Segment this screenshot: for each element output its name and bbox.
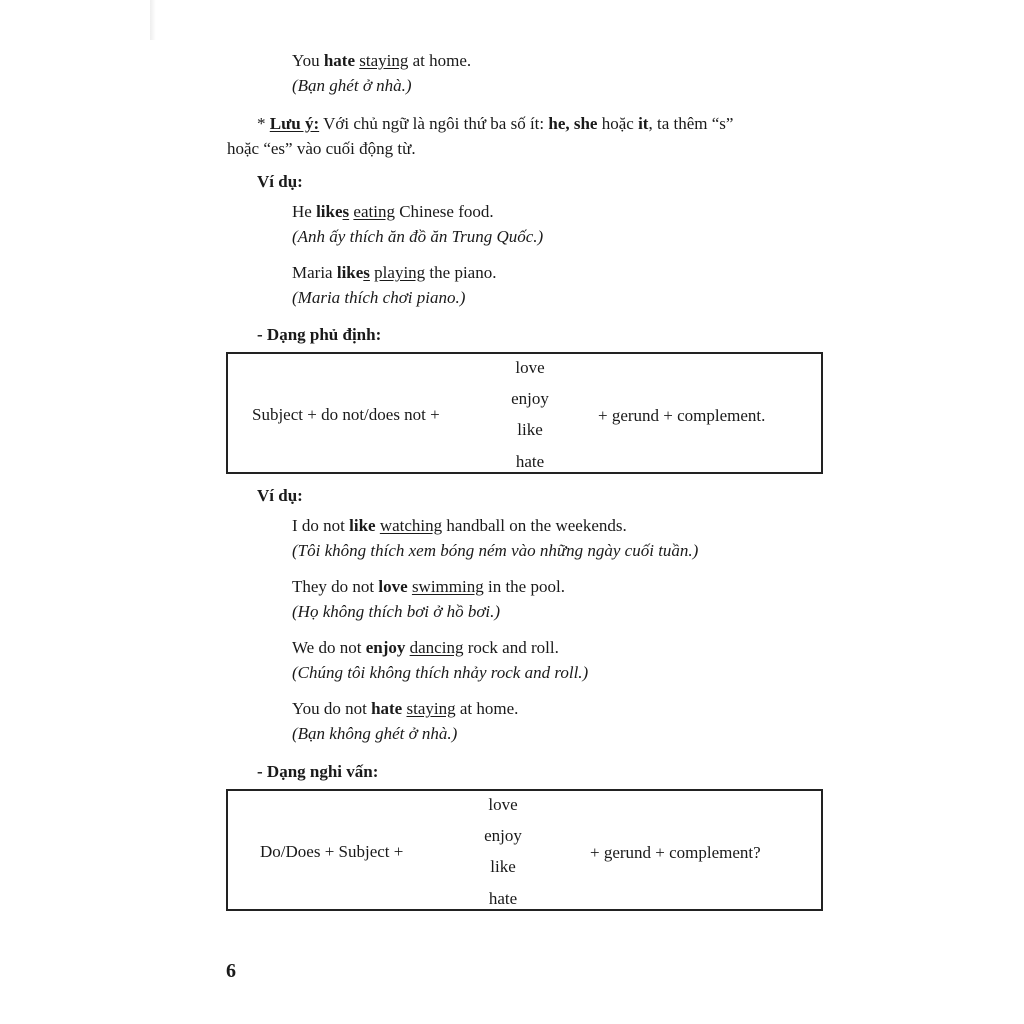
example-gerund: playing <box>374 263 426 282</box>
example-text: They do not <box>292 577 379 596</box>
example-text: handball on the weekends. <box>442 516 627 535</box>
example-gerund: watching <box>379 516 443 535</box>
note-text: , ta thêm “s” <box>648 114 734 133</box>
example-verb: love <box>378 577 408 596</box>
example-vi: (Tôi không thích xem bóng ném vào những ngày cuối tuần.) <box>292 541 699 560</box>
example-text: We do not <box>292 638 366 657</box>
example-text: at home. <box>408 51 472 70</box>
formula-verb: like <box>517 420 543 439</box>
example-text: the piano. <box>425 263 497 282</box>
example-text: rock and roll. <box>463 638 559 657</box>
formula-verb: enjoy <box>511 389 549 408</box>
example-gerund: swimming <box>411 577 484 596</box>
example-text: Maria <box>292 263 337 282</box>
formula-right: + gerund + complement. <box>598 406 766 425</box>
example-gerund: staying <box>359 51 409 70</box>
example-verb <box>337 263 370 282</box>
example-en <box>292 577 565 597</box>
verb-base: like <box>316 202 343 221</box>
example-vi: (Maria thích chơi piano.) <box>292 288 466 307</box>
note-star: * <box>257 114 270 133</box>
example-text: Chinese food. <box>394 202 494 221</box>
note-line-1 <box>257 114 733 134</box>
formula-verb: love <box>515 358 545 377</box>
example-en <box>292 202 494 222</box>
negative-heading: - Dạng phủ định: <box>257 325 382 344</box>
example-text: You <box>292 51 324 70</box>
verb-base: like <box>336 263 364 282</box>
example-en <box>292 699 518 719</box>
note-line-2: hoặc “es” vào cuối động từ. <box>227 139 416 158</box>
formula-left: Do/Does + Subject + <box>260 842 404 861</box>
formula-verb: love <box>488 795 518 814</box>
example-gerund: eating <box>353 202 395 221</box>
example-heading: Ví dụ: <box>257 172 303 191</box>
formula-right: + gerund + complement? <box>590 843 761 862</box>
example-verb: like <box>349 516 376 535</box>
formula-left: Subject + do not/does not + <box>252 405 440 424</box>
example-text: He <box>292 202 317 221</box>
example-gerund: staying <box>406 699 456 718</box>
example-vi: (Chúng tôi không thích nhảy rock and roll.) <box>292 663 589 682</box>
example-en <box>292 263 496 283</box>
formula-verb: hate <box>488 889 518 908</box>
note-pronoun-it: it <box>638 114 649 133</box>
note-label: Lưu ý: <box>269 114 320 133</box>
page-number: 6 <box>226 960 236 982</box>
example-verb <box>316 202 349 221</box>
note-text: hoặc <box>597 114 639 133</box>
formula-verb: like <box>490 857 516 876</box>
example-en <box>292 638 559 658</box>
interrogative-heading: - Dạng nghi vấn: <box>257 762 379 781</box>
note-pronouns: he, she <box>548 114 598 133</box>
example-text: in the pool. <box>483 577 565 596</box>
example-text: at home. <box>455 699 519 718</box>
verb-suffix: s <box>363 263 370 282</box>
formula-verb: hate <box>515 452 545 471</box>
example-vi: (Bạn không ghét ở nhà.) <box>292 724 458 743</box>
top-example-en <box>292 51 471 71</box>
example-heading: Ví dụ: <box>257 486 303 505</box>
example-verb: hate <box>371 699 403 718</box>
example-text: You do not <box>292 699 372 718</box>
page-edge-shadow <box>150 0 156 40</box>
example-verb: hate <box>323 51 355 70</box>
negative-formula-box <box>226 352 823 474</box>
example-gerund: dancing <box>409 638 464 657</box>
note-text: Với chủ ngữ là ngôi thứ ba số ít: <box>319 114 549 133</box>
example-vi: (Họ không thích bơi ở hồ bơi.) <box>292 602 501 621</box>
formula-verb: enjoy <box>484 826 522 845</box>
example-verb: enjoy <box>365 638 406 657</box>
example-text: I do not <box>292 516 350 535</box>
example-vi: (Anh ấy thích ăn đồ ăn Trung Quốc.) <box>292 227 544 246</box>
verb-suffix: s <box>342 202 350 221</box>
top-example-vi: (Bạn ghét ở nhà.) <box>292 76 412 95</box>
interrogative-formula-box <box>226 789 823 911</box>
example-en <box>292 516 627 536</box>
